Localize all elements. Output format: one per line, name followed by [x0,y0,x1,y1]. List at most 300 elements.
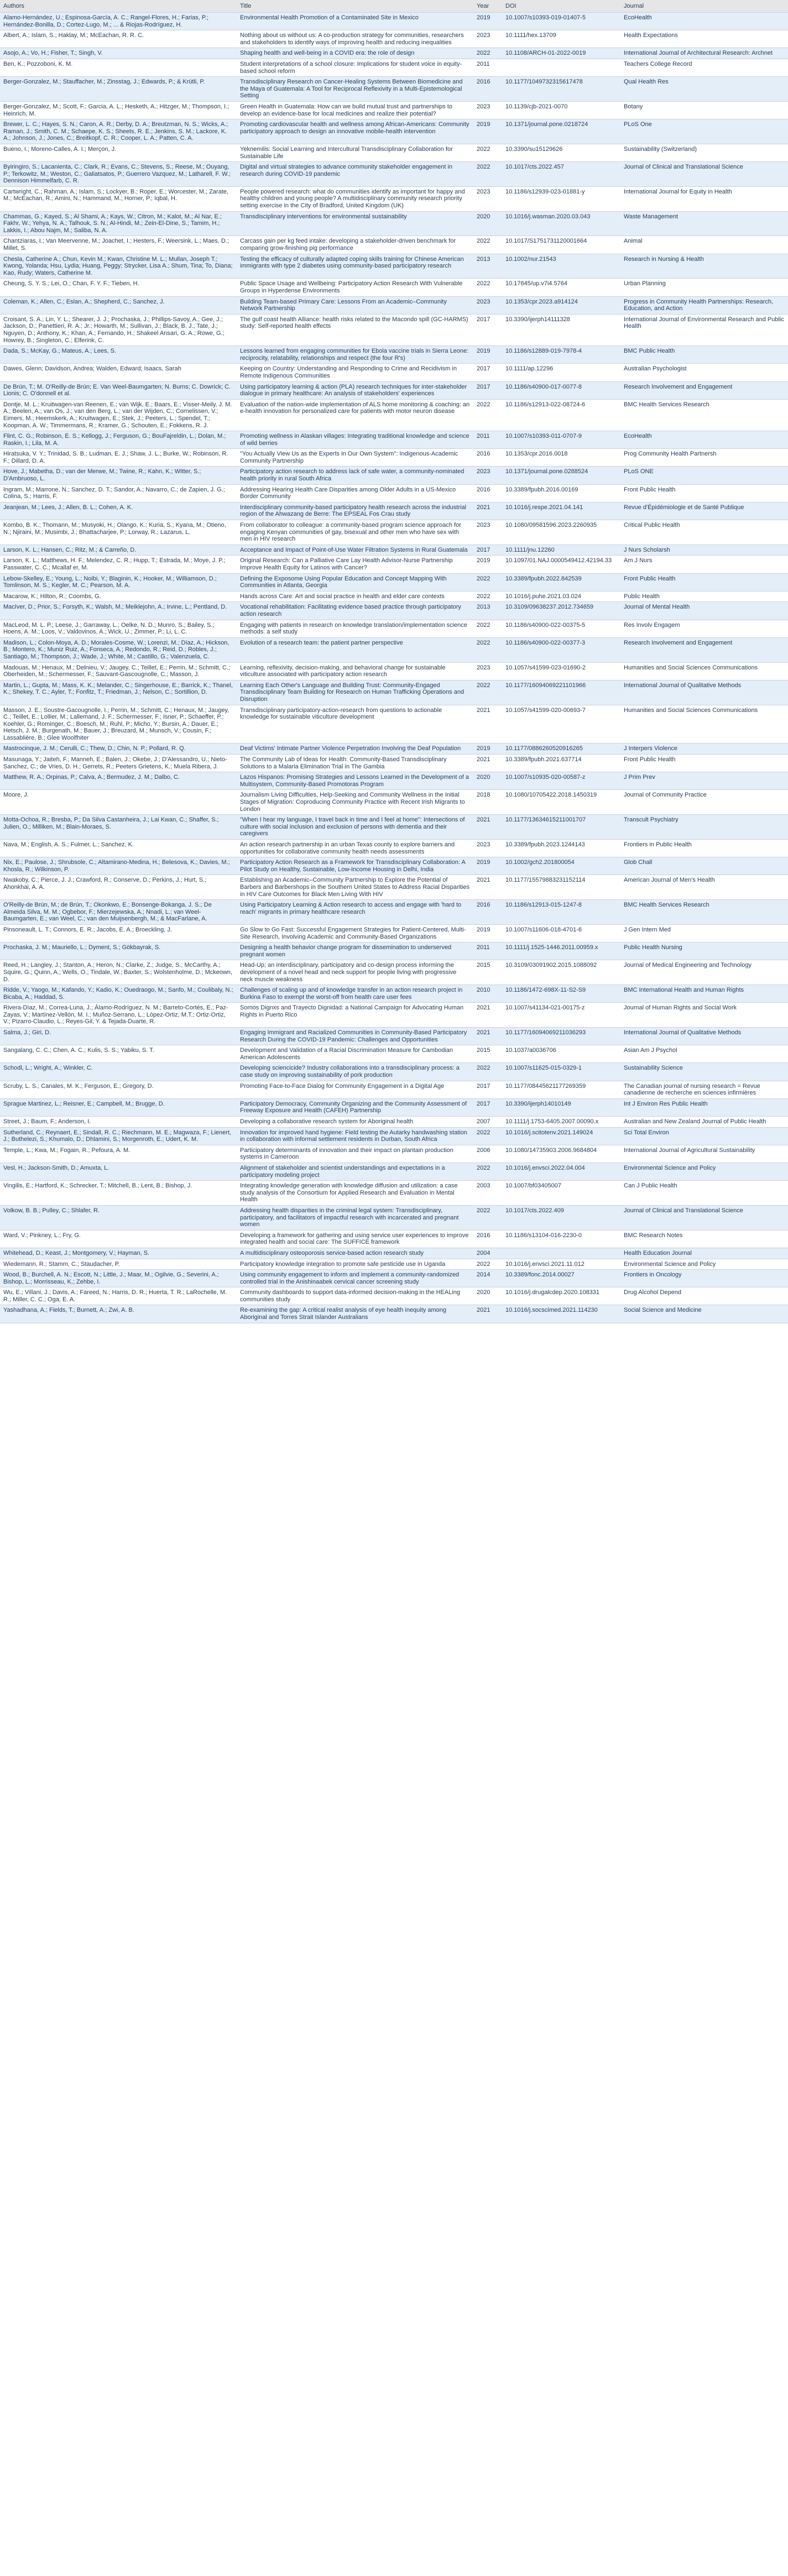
table-row[interactable] [0,1259,788,1270]
cell-year: 2006 [473,1145,502,1163]
table-row[interactable] [0,924,788,942]
cell-year: 2018 [473,790,502,815]
cell-title: Designing a health behavior change program for dissemination to underserved pregnant women [237,943,473,960]
cell-year: 2021 [473,1028,502,1045]
table-row[interactable] [0,875,788,900]
table-row[interactable] [0,236,788,254]
table-row[interactable] [0,1248,788,1259]
cell-journal: Front Public Health [620,484,788,502]
cell-title: From collaborator to colleague: a community-based program science approach for engaging Kenyan communities of gay, bisexual and other men who have sex with men in HIV research [237,520,473,545]
cell-doi: 10.1177/16094069211036293 [502,1028,620,1045]
cell-year: 2019 [473,13,502,30]
cell-title: Establishing an Academic–Community Partnership to Explore the Potential of Barbers and Barbershops in the Southern United States to Address Racial Disparities in HIV Care Outcomes for Black Men Living With HIV [237,875,473,900]
cell-journal: Research in Nursing & Health [620,254,788,279]
cell-title: Digital and virtual strategies to advance community stakeholder engagement in research during COVID-19 pandemic [237,162,473,187]
cell-year: 2004 [473,1248,502,1259]
table-row[interactable] [0,815,788,840]
cell-doi: 10.3390/ijerph14010149 [502,1098,620,1116]
table-row[interactable] [0,1063,788,1081]
cell-year: 2023 [473,840,502,857]
cell-year: 2014 [473,1270,502,1287]
cell-doi: 10.1177/0886260520916265 [502,744,620,755]
cell-year: 2016 [473,1230,502,1248]
table-row[interactable] [0,556,788,573]
table-row[interactable] [0,680,788,705]
cell-year: 2019 [473,556,502,573]
cell-doi: 10.1186/1472-698X-11-S2-S9 [502,985,620,1003]
cell-journal: PLoS One [620,119,788,144]
table-row[interactable] [0,840,788,857]
cell-authors: Temple, L.; Kwa, M.; Fogain, R.; Pefoura, A. M. [0,1145,237,1163]
table-row[interactable] [0,1117,788,1128]
cell-title: Developing a framework for gathering and using service user experiences to improve integrated health and social care: The SUFFICE framework [237,1230,473,1248]
cell-doi: 10.1007/s41134-021-00175-z [502,1003,620,1028]
table-row[interactable] [0,296,788,314]
table-row[interactable] [0,381,788,399]
cell-authors: Sutherland, C.; Reynaert, E.; Sindall, R. C.; Riechmann, M. E.; Magwaza, F.; Lienert, J.; Buthelezi, S.; Khumalo, D.; Dhlamini, S.; Morgenroth, E.; Udert, K. M. [0,1127,237,1145]
cell-doi: 10.3389/fonc.2014.00027 [502,1270,620,1287]
cell-year: 2022 [473,680,502,705]
cell-authors: Madison, L.; Colon-Moya, A. D.; Morales-Cosme, W.; Lorenzi, M.; Díaz, A.; Hickson, B.; Montero, K.; Muniz Ruiz, A.; Fonseca, A.; Redondo, R.; Reid, D.; Robles, J.; Santiago, M.; Thompson, J.; Wade, J.; White, M.; Castillo, G.; Valenzuela, C. [0,637,237,662]
cell-title: Environmental Health Promotion of a Contaminated Site in Mexico [237,13,473,30]
table-row[interactable] [0,520,788,545]
cell-journal: International Journal of Qualitative Methods [620,1028,788,1045]
cell-journal: Journal of Human Rights and Social Work [620,1003,788,1028]
cell-journal: BMC Research Notes [620,1230,788,1248]
cell-title: The gulf coast health Alliance: health risks related to the Macondo spill (GC-HARMS) study: Self-reported health effects [237,314,473,345]
table-row[interactable] [0,314,788,345]
cell-year: 2022 [473,162,502,187]
table-row[interactable] [0,1045,788,1063]
cell-title: Engaging with patients in research on knowledge translation/implementation science methods: a self study [237,620,473,637]
cell-title: Developing a collaborative research system for Aboriginal health [237,1117,473,1128]
cell-doi: 10.1177/16094069221101966 [502,680,620,705]
cell-journal: International Journal for Equity in Health [620,186,788,211]
cell-year: 2011 [473,59,502,76]
cell-doi: 10.3109/03091902.2015.1088092 [502,960,620,985]
cell-journal: Frontiers in Oncology [620,1270,788,1287]
cell-title: Hands across Care: Art and social practice in health and elder care contexts [237,591,473,602]
cell-journal: PLoS ONE [620,467,788,484]
cell-doi: 10.1108/ARCH-01-2022-0019 [502,48,620,59]
table-row[interactable] [0,431,788,449]
table-row[interactable] [0,662,788,680]
cell-doi: 10.1080/14735903.2006.9684804 [502,1145,620,1163]
cell-doi [502,59,620,76]
table-row[interactable] [0,1028,788,1045]
cell-title: Engaging Immigrant and Racialized Communities in Community-Based Participatory Research During the COVID-19 Pandemic: Challenges and Opportunities [237,1028,473,1045]
cell-authors: Larson, K. L.; Matthews, H. F.; Melendez, C. R.; Hupp, T.; Estrada, M.; Moye, J. P.; Passwater, C. C.; Mcallaf er, M. [0,556,237,573]
cell-authors: Vesl, H.; Jackson-Smith, D.; Amuxta, L. [0,1163,237,1180]
table-row[interactable] [0,544,788,556]
table-row[interactable] [0,1081,788,1098]
cell-journal: Teachers College Record [620,59,788,76]
cell-title: "When I hear my language, I travel back in time and I feel at home": Intersections of culture with social inclusion and exclusion of persons with dementia and their caregivers [237,815,473,840]
cell-authors: Masunaga, Y.; Jaiteh, F.; Manneh, E.; Balen, J.; Okebe, J.; D'Alessandro, U.; Nieto-Sanchez, C.; de Vries, D. H.; Gerrets, R.; Peeters Grietens, K.; Muela Ribera, J. [0,755,237,772]
cell-year: 2015 [473,1045,502,1063]
cell-journal: Drug Alcohol Depend [620,1287,788,1305]
cell-doi: 10.1111/j.1753-6405.2007.00090.x [502,1117,620,1128]
cell-title: People powered research: what do communities identify as important for happy and healthy children and young people? A multidisciplinary community research priority setting exercise in the City of Bradford, United Kingdom (UK) [237,186,473,211]
cell-journal: Research Involvement and Engagement [620,637,788,662]
cell-title: Evolution of a research team: the patient partner perspective [237,637,473,662]
header-row [0,0,788,13]
cell-authors: Chesla, Catherine A.; Chun, Kevin M.; Kwan, Christine M. L.; Mullan, Joseph T.; Kwong, Yolanda; Hsu, Lydia; Huang, Peggy; Strycker, Lisa A.; Shum, Tina; To, Diana; Kao, Rudy; Waters, Catherine M. [0,254,237,279]
table-row[interactable] [0,484,788,502]
table-row[interactable] [0,1181,788,1206]
cell-journal: Glob Chall [620,857,788,875]
cell-doi: 10.1002/gch2.201800054 [502,857,620,875]
header-doi[interactable]: DOI [502,0,620,13]
cell-journal: Social Science and Medicine [620,1305,788,1323]
cell-journal: Front Public Health [620,573,788,591]
cell-journal: The Canadian journal of nursing research = Revue canadienne de recherche en sciences infirmières [620,1081,788,1098]
table-row[interactable] [0,755,788,772]
cell-doi: 10.1111/jnu.12260 [502,544,620,556]
table-row[interactable] [0,960,788,985]
cell-journal: J Nurs Scholarsh [620,544,788,556]
cell-title: Evaluation of the nation-wide implementation of ALS home monitoring & coaching: an e-health innovation for personalized care for patients with motor neuron disease [237,399,473,431]
table-row[interactable] [0,620,788,637]
cell-title: Using community engagement to inform and implement a community-randomized controlled trial in the Anishinaabek cervical cancer screening study [237,1270,473,1287]
cell-year: 2019 [473,346,502,364]
cell-title: Promoting cardiovascular health and wellness among African-Americans: Community participatory approach to design an innovative mobile-health intervention [237,119,473,144]
cell-authors: Dawes, Glenn; Davidson, Andrea; Walden, Edward; Isaacs, Sarah [0,364,237,381]
table-row[interactable] [0,279,788,296]
table-row[interactable] [0,399,788,431]
table-row[interactable] [0,364,788,381]
cell-journal: Australian and New Zealand Journal of Public Health [620,1117,788,1128]
table-row[interactable] [0,1163,788,1180]
cell-title: Transdisciplinary participatory-action-research from questions to actionable knowledge for sustainable viticulture development [237,705,473,744]
table-row[interactable] [0,1270,788,1287]
cell-authors: Nwakoby, C.; Pierce, J. J.; Crawford, R.; Conserve, D.; Perkins, J.; Hurt, S.; Ahonkhai, A. A. [0,875,237,900]
cell-doi: 10.3389/fpubh.2022.842539 [502,573,620,591]
cell-authors: Kombo, B. K.; Thomann, M.; Musyoki, H.; Olango, K.; Kuria, S.; Kyana, M.; Otieno, N.; Njiraini, M.; Musimbi, J.; Bhattacharjee, P.; Lorway, R.; Lazarus, L. [0,520,237,545]
cell-doi: 10.1016/j.envsci.2022.04.004 [502,1163,620,1180]
cell-doi: 10.1016/j.socscimed.2021.114230 [502,1305,620,1323]
cell-year: 2022 [473,1063,502,1081]
cell-title: Innovation for improved hand hygiene: Field testing the Autarky handwashing station in collaboration with informal settlement residents in Durban, South Africa [237,1127,473,1145]
table-row[interactable] [0,1230,788,1248]
cell-journal: International Journal of Qualitative Methods [620,680,788,705]
cell-year: 2023 [473,520,502,545]
cell-title: Promoting Face-to-Face Dialog for Community Engagement in a Digital Age [237,1081,473,1098]
table-row[interactable] [0,119,788,144]
cell-title: Green Health in Guatemala: How can we build mutual trust and partnerships to develop an evidence-base for local medicines and realize their potential? [237,101,473,119]
cell-authors: Prochaska, J. M.; Mauriello, L.; Dyment, S.; Gökbayrak, S. [0,943,237,960]
table-row[interactable] [0,1145,788,1163]
cell-year: 2017 [473,314,502,345]
cell-doi: 10.1057/s41599-020-00693-7 [502,705,620,744]
table-row[interactable] [0,1305,788,1323]
cell-year: 2017 [473,364,502,381]
cell-year: 2016 [473,449,502,467]
cell-authors: Madouas, M.; Henaux, M.; Delnieu, V.; Jaugey, C.; Teillet, E.; Perrin, M.; Schmitt, C.; Oberheiden, M.; Schermesser, F.; Sauvant-Gascougnolle, C.; Masson, J. [0,662,237,680]
cell-authors: Ridde, V.; Yaogo, M.; Kafando, Y.; Kadio, K.; Ouedraogo, M.; Sanfo, M.; Coulibaly, N.; Bicaba, A.; Haddad, S. [0,985,237,1003]
cell-authors: Rivera-Díaz, M.; Correa-Luna, J.; Álamo-Rodríguez, N. M.; Barreto-Cortés, E.; Paz-Zayas, V.; Martínez-Vellón, M. I.; Muñoz-Serrano, L.; López-Ortiz, M.T.; Ortiz-Ortiz, V.; Pizarro-Claudio, L.; Reyes-Gil, Y. & Tejada-Duarte, R. [0,1003,237,1028]
table-body [0,13,788,1323]
cell-title: An action research partnership in an urban Texas county to explore barriers and opportunities for collaborative community health needs assessments [237,840,473,857]
cell-doi: 10.1177/13634615211001707 [502,815,620,840]
cell-doi: 10.1186/s12913-015-1247-8 [502,900,620,925]
cell-title: The Community Lab of Ideas for Health: Community-Based Transdisciplinary Solutions to a Malaria Elimination Trial in The Gambia [237,755,473,772]
cell-authors: Bueno, I.; Moreno-Calles, A. I.; Merçon, J. [0,144,237,161]
cell-journal: Research Involvement and Engagement [620,381,788,399]
table-row[interactable] [0,744,788,755]
cell-year: 2020 [473,211,502,236]
cell-year: 2017 [473,1098,502,1116]
cell-year: 2022 [473,591,502,602]
cell-title: Re-examining the gap: A critical realist analysis of eye health inequity among Aboriginal and Torres Strait Islander Australians [237,1305,473,1323]
cell-title: Promoting wellness in Alaskan villages: Integrating traditional knowledge and science of wild berries [237,431,473,449]
cell-journal: Transcult Psychiatry [620,815,788,840]
cell-authors: MacLeod, M. L. P.; Leese, J.; Garraway, L.; Oelke, N. D.; Munro, S.; Bailey, S.; Hoens, A. M.; Loos, V.; Valdovinos, A.; Wick, U.; Zimmer, P.; Li, L. C. [0,620,237,637]
cell-journal: BMC Health Services Research [620,900,788,925]
cell-doi: 10.1186/s12889-019-7978-4 [502,346,620,364]
cell-journal: Sustainability (Switzerland) [620,144,788,161]
cell-doi: 10.1111/ap.12296 [502,364,620,381]
cell-doi: 10.17645/up.v7i4.5764 [502,279,620,296]
cell-year: 2023 [473,662,502,680]
cell-authors: Scruby, L. S.; Canales, M. K.; Ferguson, E.; Gregory, D. [0,1081,237,1098]
header-title[interactable]: Title [237,0,473,13]
cell-journal: Int J Environ Res Public Health [620,1098,788,1116]
cell-doi: 10.3109/09638237.2012.734659 [502,602,620,620]
cell-journal: Qual Health Res [620,77,788,102]
table-row[interactable] [0,1003,788,1028]
cell-year: 2022 [473,1205,502,1230]
header-year[interactable]: Year [473,0,502,13]
table-row[interactable] [0,59,788,76]
cell-authors: Moore, J. [0,790,237,815]
table-row[interactable] [0,449,788,467]
table-row[interactable] [0,772,788,790]
cell-doi: 10.1186/s12913-022-08724-6 [502,399,620,431]
cell-journal: Journal of Mental Health [620,602,788,620]
cell-authors: Lebow-Skelley, E.; Young, L.; Noibi, Y.; Blaginin, K.; Hooker, M.; Williamson, D.; Tomlinson, M. S.; Kegler, M. C.; Pearson, M. A. [0,573,237,591]
cell-authors: Schodl, L.; Wright, A.; Winkler, C. [0,1063,237,1081]
cell-year: 2021 [473,815,502,840]
cell-journal: Australian Psychologist [620,364,788,381]
cell-journal: BMC International Health and Human Rights [620,985,788,1003]
cell-year: 2021 [473,705,502,744]
cell-title: Building Team-based Primary Care: Lessons From an Academic–Community Network Partnership [237,296,473,314]
cell-title: Participatory Action Research as a Framework for Transdisciplinary Collaboration: A Pilot Study on Healthy, Sustainable, Low-Income Housing in Delhi, India [237,857,473,875]
cell-journal: Environmental Science and Policy [620,1259,788,1270]
cell-doi: 10.1371/journal.pone.0288524 [502,467,620,484]
cell-title: Challenges of scaling up and of knowledge transfer in an action research project in Burkina Faso to exempt the worst-off from health care user fees [237,985,473,1003]
cell-journal: Journal of Medical Engineering and Technology [620,960,788,985]
table-row[interactable] [0,467,788,484]
cell-year: 2017 [473,381,502,399]
cell-doi: 10.1016/j.scitotenv.2021.149024 [502,1127,620,1145]
cell-year: 2017 [473,544,502,556]
cell-year: 2010 [473,985,502,1003]
cell-authors: Larson, K. L.; Hansen, C.; Ritz, M.; & Carreño, D. [0,544,237,556]
cell-journal: Frontiers in Public Health [620,840,788,857]
cell-doi: 10.1007/s11625-015-0329-1 [502,1063,620,1081]
cell-journal: Critical Public Health [620,520,788,545]
cell-doi: 10.1007/s11606-018-4701-6 [502,924,620,942]
cell-doi: 10.3390/su15129626 [502,144,620,161]
cell-journal: Front Public Health [620,755,788,772]
cell-doi: 10.1097/01.NAJ.0000549412.42194.33 [502,556,620,573]
cell-authors: O'Reilly-de Brún, M.; de Brún, T.; Okonkwo, E.; Bonsenge-Bokanga, J. S.; De Almeida Silva, M. M.; Ogbebor, F.; Mierzejewska, A.; Nnadi, L.; van Weel-Baumgarten, E.; van Weel, C.; van den Muijsenbergh, M.; & MacFarlane, A. [0,900,237,925]
table-row[interactable] [0,1287,788,1305]
table-row[interactable] [0,101,788,119]
cell-year: 2022 [473,1259,502,1270]
table-row[interactable] [0,13,788,30]
table-row[interactable] [0,1127,788,1145]
cell-journal: American Journal of Men's Health [620,875,788,900]
cell-journal: Sustainability Science [620,1063,788,1081]
cell-authors: Volkow, B. B.; Pulley, C.; Shlafer, R. [0,1205,237,1230]
cell-doi: 10.1139/cjb-2021-0070 [502,101,620,119]
table-row[interactable] [0,30,788,48]
cell-year: 2016 [473,900,502,925]
cell-title: Defining the Exposome Using Popular Education and Concept Mapping With Communities in Atlanta, Georgia [237,573,473,591]
table-row[interactable] [0,573,788,591]
cell-journal: J Prim Prev [620,772,788,790]
cell-title: Alignment of stakeholder and scientist understandings and expectations in a participatory modeling project [237,1163,473,1180]
cell-authors: Alamo-Hernández, U.; Espinosa-García, A. C.; Rangel-Flores, H.; Farias, P.; Hernández-Bonilla, D.; Cortez-Lugo, M.; ... & Riojas-Rodríguez, H. [0,13,237,30]
cell-title: Carcass gain per kg feed intake: developing a stakeholder-driven benchmark for comparing grow-finishing pig performance [237,236,473,254]
cell-doi: 10.1186/s13104-016-2230-0 [502,1230,620,1248]
table-row[interactable] [0,857,788,875]
cell-doi: 10.3389/fpubh.2016.00169 [502,484,620,502]
cell-doi: 10.1002/nur.21543 [502,254,620,279]
table-row[interactable] [0,900,788,925]
cell-journal: Can J Public Health [620,1181,788,1206]
table-row[interactable] [0,1205,788,1230]
table-row[interactable] [0,162,788,187]
cell-title: Learning Each Other's Language and Building Trust: Community-Engaged Transdisciplinary Team Building for Research on Human Trafficking Operations and Disruption [237,680,473,705]
cell-year: 2019 [473,924,502,942]
table-row[interactable] [0,637,788,662]
cell-year: 2013 [473,254,502,279]
cell-year: 2023 [473,30,502,48]
cell-authors: Albert, A.; Islam, S.; Haklay, M.; McEachan, R. R. C. [0,30,237,48]
cell-year: 2022 [473,620,502,637]
cell-doi: 10.1186/s40900-022-00377-3 [502,637,620,662]
cell-doi: 10.1177/08445621177269359 [502,1081,620,1098]
cell-authors: Berger-Gonzalez, M.; Stauffacher, M.; Zinsstag, J.; Edwards, P.; & Krütli, P. [0,77,237,102]
cell-year: 2020 [473,772,502,790]
cell-year: 2022 [473,1163,502,1180]
cell-title: Head-Up; an interdisciplinary, participatory and co-design process informing the development of a novel head and neck support for people living with progressive neck muscle weakness [237,960,473,985]
cell-year: 2022 [473,48,502,59]
cell-doi: 10.1080/09581596.2023.2260935 [502,520,620,545]
cell-year: 2021 [473,755,502,772]
table-row[interactable] [0,591,788,602]
cell-authors: Dontje, M. L.; Kruitwagen-van Reenen, E.; van Wijk, E.; Baars, E.; Visser-Meily, J. M. A.; Beelen, A.; van Os, J.; van den Berg, L.; van der Wijden, C.; Cornelissen, V.; Eimers, M.; Heemskerk, A.; Kruitwagen, E.; Stek, J.; Peeters, L.; Spendel, T.; Koopman, A. W.; Timmermans, R.; Kramer, G.; Schouten, E.; Fokkens, R. J. [0,399,237,431]
table-row[interactable] [0,48,788,59]
cell-year: 2003 [473,1181,502,1206]
table-row[interactable] [0,1098,788,1116]
cell-title: Integrating knowledge generation with knowledge diffusion and utilization: a case study analysis of the Consortium for Applied Research and Evaluation in Mental Health [237,1181,473,1206]
cell-title: Lessons learned from engaging communities for Ebola vaccine trials in Sierra Leone: reciprocity, relatability, relationships and respect (the four R's) [237,346,473,364]
cell-doi: 10.1111/j.1525-1446.2011.00959.x [502,943,620,960]
cell-title: Using participatory learning & action (PLA) research techniques for inter-stakeholder dialogue in primary healthcare: An analysis of stakeholders' experiences [237,381,473,399]
cell-year: 2021 [473,502,502,520]
cell-title: Deaf Victims' Intimate Partner Violence Perpetration Involving the Deaf Population [237,744,473,755]
cell-title: Development and Validation of a Racial Discrimination Measure for Cambodian American Adolescents [237,1045,473,1063]
header-authors[interactable]: Authors [0,0,237,13]
cell-year: 2023 [473,467,502,484]
cell-year: 2019 [473,744,502,755]
cell-journal: Waste Management [620,211,788,236]
cell-year: 2023 [473,101,502,119]
cell-authors: Martin, L.; Gupta, M.; Mass, K. K.; Melander, C.; Singerhouse, E.; Barrick, K.; Thanel, K.; Shekey, T. C.; Ayler, T.; Fonfitz, T.; Friedman, J.; Nelson, C.; Sortillion, D. [0,680,237,705]
table-row[interactable] [0,705,788,744]
table-row[interactable] [0,144,788,161]
cell-journal: Sci Total Environ [620,1127,788,1145]
cell-authors: Chammas, G.; Kayed, S.; Al Shami, A.; Kays, W.; Citron, M.; Kalot, M.; Al Nar, E.; Fakhr, W.; Yehya, N. A.; Talhouk, S. N.; Al-Hindi, M.; Zein-El-Dine, S.; Tamim, H.; Lakkis, I.; Abou Najm, M.; Saliba, N. A. [0,211,237,236]
table-row[interactable] [0,790,788,815]
cell-journal: Humanities and Social Sciences Communications [620,705,788,744]
cell-authors: Byiringiro, S.; Lacanienta, C.; Clark, R.; Evans, C.; Stevens, S.; Reese, M.; Ouyang, P.; Terkowitz, M.; Weston, C.; Galiatsatos, P.; Guerrero Vazquez, M.; Latharell, F. W.; Dennison Himmelfarb, C. R. [0,162,237,187]
cell-year: 2011 [473,943,502,960]
table-row[interactable] [0,186,788,211]
table-row[interactable] [0,985,788,1003]
cell-authors: MacIver, D.; Prior, S.; Forsyth, K.; Walsh, M.; Meiklejohn, A.; Irvine, L.; Pentland, D. [0,602,237,620]
cell-journal: EcoHealth [620,13,788,30]
cell-year: 2022 [473,279,502,296]
table-row[interactable] [0,211,788,236]
cell-journal: Public Health Nursing [620,943,788,960]
cell-doi: 10.1177/1049732315617478 [502,77,620,102]
cell-title: Learning, reflexivity, decision-making, and behavioral change for sustainable viticulture associated with participatory action research [237,662,473,680]
cell-journal: International Journal of Environmental Research and Public Health [620,314,788,345]
cell-authors: Matthew, R. A.; Orpinas, P.; Calva, A.; Bermudez, J. M.; Dalbo, C. [0,772,237,790]
cell-doi: 10.1353/cpr.2016.0018 [502,449,620,467]
cell-journal: Environmental Science and Policy [620,1163,788,1180]
cell-authors: Jeanjean, M.; Lees, J.; Allen, B. L.; Cohen, A. K. [0,502,237,520]
cell-doi: 10.3389/fpubh.2021.637714 [502,755,620,772]
cell-year: 2016 [473,484,502,502]
cell-doi: 10.1016/j.envsci.2021.11.012 [502,1259,620,1270]
cell-title: Journalism Living Difficulties, Help-Seeking and Community Wellness in the Initial Stages of Migration: Coproducing Community Practice with Recent Irish Migrants to London [237,790,473,815]
cell-journal: Res Involv Engagem [620,620,788,637]
cell-authors: Cartwright, C.; Rahman, A.; Islam, S.; Lockyer, B.; Roper, E.; Worcester, M.; Zarate, M.; McEachan, R.; Amini, N.; Hammand, M.; Horner, P.; Iqbal, H. [0,186,237,211]
table-row[interactable] [0,346,788,364]
table-row[interactable] [0,943,788,960]
cell-title: Addressing Hearing Health Care Disparities among Older Adults in a US-Mexico Border Community [237,484,473,502]
cell-title: Addressing health disparities in the criminal legal system: Transdisciplinary, participatory, and facilitators of impactful research with incarcerated and pregnant women [237,1205,473,1230]
cell-title: Participatory determinants of innovation and their impact on plantain production systems in Cameroon [237,1145,473,1163]
cell-title: Lazos Hispanos: Promising Strategies and Lessons Learned in the Development of a Multisystem, Community-Based Promotoras Program [237,772,473,790]
table-row[interactable] [0,77,788,102]
table-row[interactable] [0,602,788,620]
cell-title: A multidisciplinary osteoporosis service-based action research study [237,1248,473,1259]
cell-doi: 10.1007/s10935-020-00587-z [502,772,620,790]
cell-doi: 10.1016/j.puhe.2021.03.024 [502,591,620,602]
cell-year: 2022 [473,573,502,591]
cell-journal: Humanities and Social Sciences Communications [620,662,788,680]
cell-year: 2023 [473,186,502,211]
header-journal[interactable]: Journal [620,0,788,13]
table-row[interactable] [0,502,788,520]
cell-title: Student interpretations of a school closure: Implications for student voice in equity-based school reform [237,59,473,76]
cell-doi: 10.1017/S1751731120001664 [502,236,620,254]
cell-year: 2022 [473,1127,502,1145]
cell-authors: Vingilis, E.; Hartford, K.; Schrecker, T.; Mitchell, B.; Lent, B.; Bishop, J. [0,1181,237,1206]
cell-title: Shaping health and well-being in a COVID era: the role of design [237,48,473,59]
cell-doi: 10.1186/s40900-017-0077-8 [502,381,620,399]
table-row[interactable] [0,254,788,279]
cell-doi: 10.3390/ijerph14111328 [502,314,620,345]
